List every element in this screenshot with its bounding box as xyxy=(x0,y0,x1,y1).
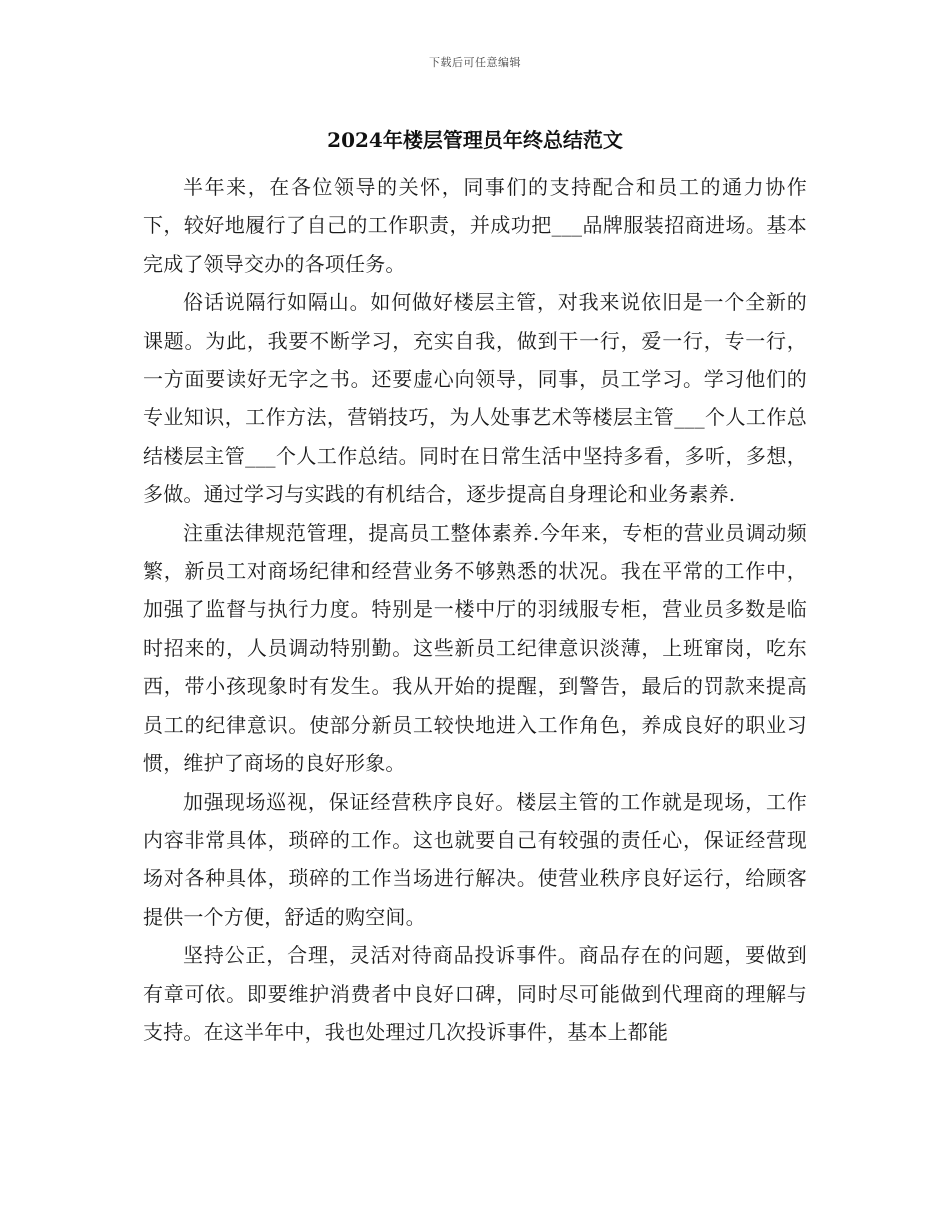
document-title: 2024年楼层管理员年终总结范文 xyxy=(327,128,623,152)
header-note: 下载后可任意编辑 xyxy=(429,56,521,69)
paragraph: 半年来，在各位领导的关怀，同事们的支持配合和员工的通力协作下，较好地履行了自己的工作职责，并成功把___品牌服装招商进场。基本完成了领导交办的各项任务。 xyxy=(143,175,807,276)
paragraph: 加强现场巡视，保证经营秩序良好。楼层主管的工作就是现场，工作内容非常具体，琐碎的工作。这也就要自己有较强的责任心，保证经营现场对各种具体，琐碎的工作当场进行解决。使营业秩序良好运行，给顾客提供一个方便，舒适的购空间。 xyxy=(143,789,807,929)
document-body xyxy=(143,168,807,1051)
paragraph: 俗话说隔行如隔山。如何做好楼层主管，对我来说依旧是一个全新的课题。为此，我要不断学习，充实自我，做到干一行，爱一行，专一行，一方面要读好无字之书。还要虚心向领导，同事，员工学习。学习他们的专业知识，工作方法，营销技巧，为人处事艺术等楼层主管___个人工作总结楼层主管___个人工作总结。同时在日常生活中坚持多看，多听，多想，多做。通过学习与实践的有机结合，逐步提高自身理论和业务素养. xyxy=(143,290,807,507)
paragraph: 坚持公正，合理，灵活对待商品投诉事件。商品存在的问题，要做到有章可依。即要维护消费者中良好口碑，同时尽可能做到代理商的理解与支持。在这半年中，我也处理过几次投诉事件，基本上都能 xyxy=(143,943,807,1044)
paragraph: 注重法律规范管理，提高员工整体素养.今年来，专柜的营业员调动频繁，新员工对商场纪律和经营业务不够熟悉的状况。我在平常的工作中，加强了监督与执行力度。特别是一楼中厅的羽绒服专柜，营业员多数是临时招来的，人员调动特别勤。这些新员工纪律意识淡薄，上班窜岗，吃东西，带小孩现象时有发生。我从开始的提醒，到警告，最后的罚款来提高员工的纪律意识。使部分新员工较快地进入工作角色，养成良好的职业习惯，维护了商场的良好形象。 xyxy=(143,520,807,776)
